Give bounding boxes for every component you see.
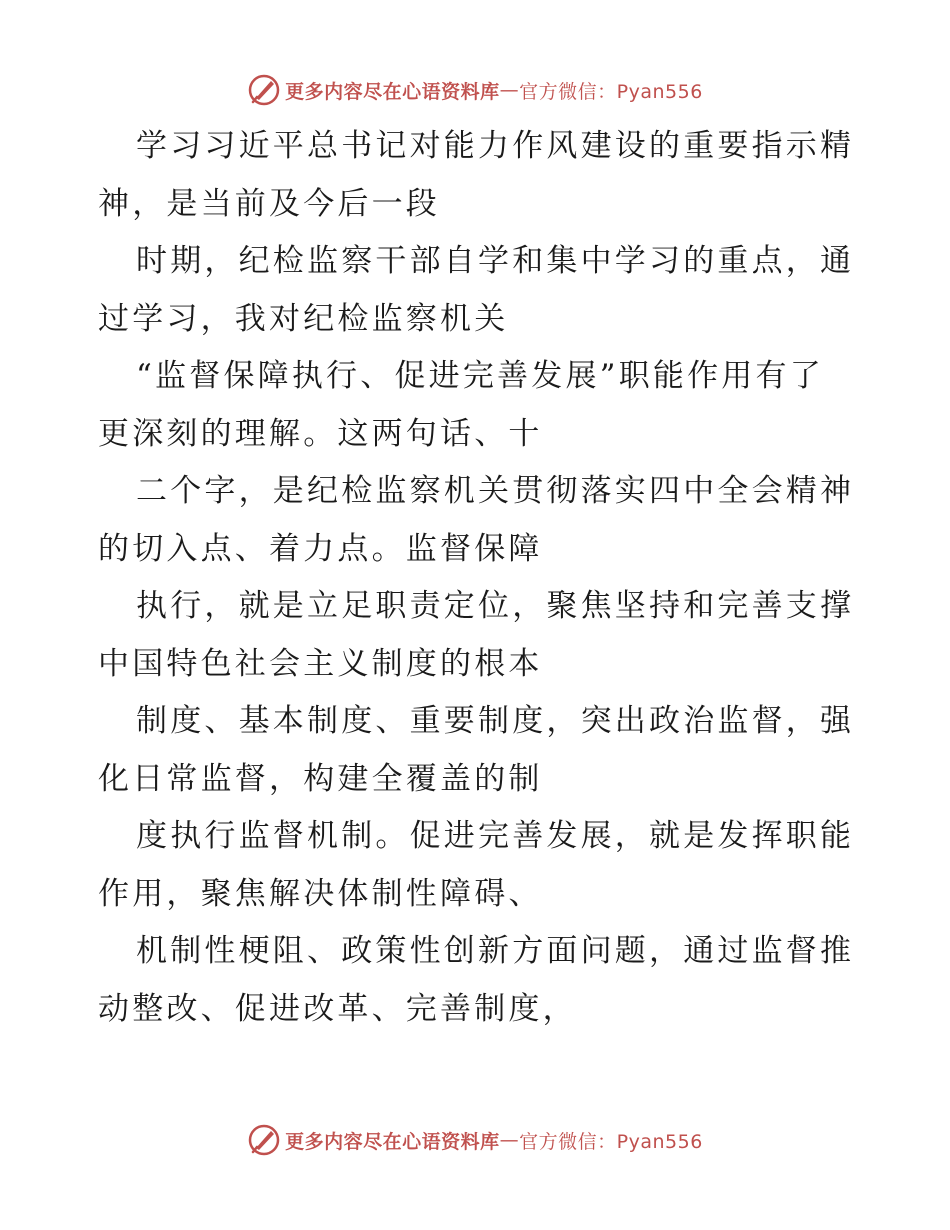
text-line: 机制性梗阻、政策性创新方面问题，通过监督推 — [136, 933, 855, 969]
paragraph — [98, 118, 858, 233]
text-line: 度执行监督机制。促进完善发展，就是发挥职能 — [136, 818, 855, 854]
paragraph — [98, 348, 858, 463]
text-line: 神，是当前及今后一段 — [98, 185, 440, 222]
paragraph — [98, 463, 858, 578]
text-line: 作用，聚焦解决体制性障碍、 — [98, 875, 543, 912]
watermark-text: 更多内容尽在心语资料库 — [285, 80, 500, 103]
text-line: 二个字，是纪检监察机关贯彻落实四中全会精神 — [136, 473, 855, 509]
text-line: 学习习近平总书记对能力作风建设的重要指示精 — [136, 128, 855, 164]
paragraph — [98, 808, 858, 923]
text-line: 更深刻的理解。这两句话、十 — [98, 415, 543, 452]
text-line: 过学习，我对纪检监察机关 — [98, 300, 509, 337]
text-line: 的切入点、着力点。监督保障 — [98, 530, 543, 567]
paragraph — [98, 693, 858, 808]
text-line: 动整改、促进改革、完善制度， — [98, 990, 577, 1027]
paragraph — [98, 233, 858, 348]
watermark-separator: — — [499, 1129, 520, 1151]
watermark-contact: 官方微信：Pyan556 — [519, 80, 703, 103]
text-line: 中国特色社会主义制度的根本 — [98, 645, 543, 682]
paragraph — [98, 923, 858, 1038]
feather-pen-logo-icon — [247, 1123, 281, 1157]
text-line: 时期，纪检监察干部自学和集中学习的重点，通 — [136, 243, 855, 279]
footer-watermark — [0, 1120, 950, 1160]
watermark-text: 更多内容尽在心语资料库 — [285, 1130, 500, 1153]
watermark-contact: 官方微信：Pyan556 — [519, 1130, 703, 1153]
text-line: 化日常监督，构建全覆盖的制 — [98, 760, 543, 797]
text-line: 执行，就是立足职责定位，聚焦坚持和完善支撑 — [136, 588, 855, 624]
text-line: “监督保障执行、促进完善发展”职能作用有了 — [136, 358, 824, 394]
text-line: 制度、基本制度、重要制度，突出政治监督，强 — [136, 703, 855, 739]
paragraph — [98, 578, 858, 693]
header-watermark — [0, 70, 950, 110]
feather-pen-logo-icon — [247, 73, 281, 107]
document-body — [98, 118, 858, 1038]
watermark-separator: — — [499, 79, 520, 101]
